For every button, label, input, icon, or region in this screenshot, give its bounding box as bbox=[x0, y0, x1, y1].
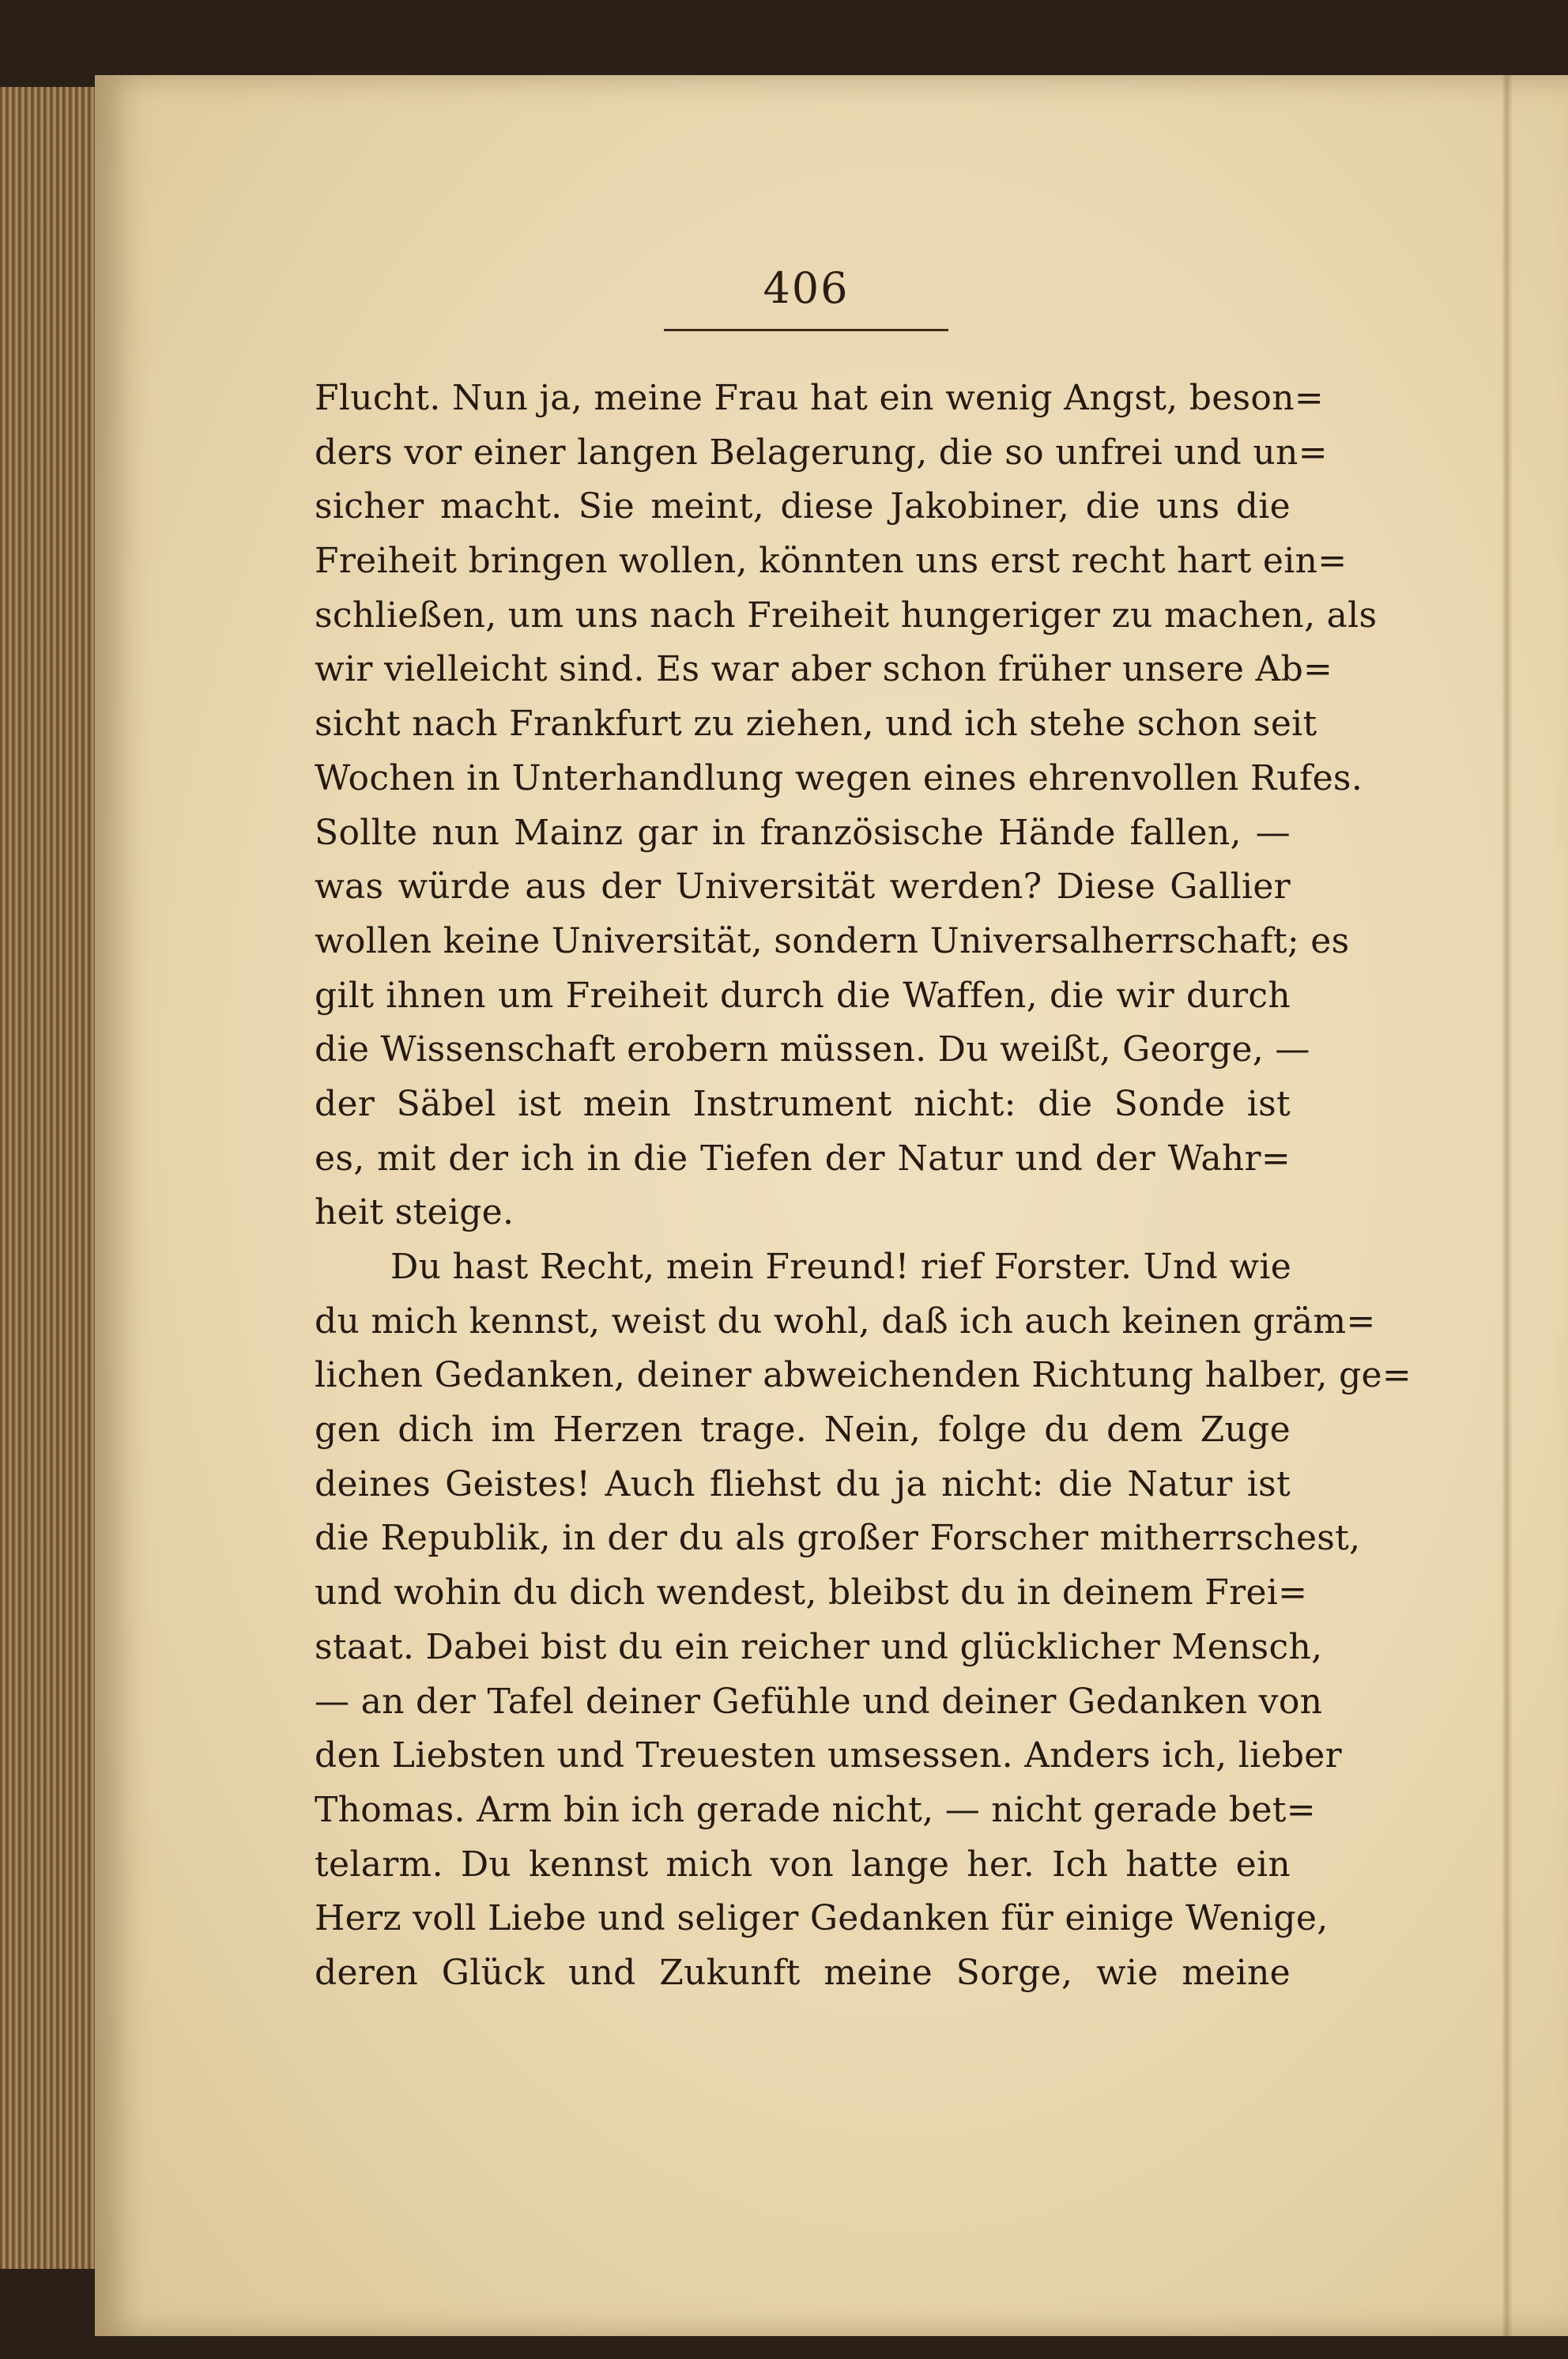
text-line: telarm. Du kennst mich von lange her. Ich hatte ein bbox=[315, 1844, 1291, 1885]
text-line: — an der Tafel deiner Gefühle und deiner Gedanken von bbox=[315, 1681, 1323, 1722]
text-line: deren Glück und Zukunft meine Sorge, wie meine bbox=[315, 1952, 1291, 1993]
text-line: sicher macht. Sie meint, diese Jakobiner, die uns die bbox=[315, 486, 1291, 527]
page-fold bbox=[1502, 75, 1513, 2336]
text-line: Flucht. Nun ja, meine Frau hat ein wenig Angst, beson= bbox=[315, 378, 1325, 418]
header-rule bbox=[664, 329, 948, 331]
text-line: Sollte nun Mainz gar in französische Hände fallen, — bbox=[315, 812, 1291, 853]
text-line: Thomas. Arm bin ich gerade nicht, — nicht gerade bet= bbox=[315, 1789, 1316, 1830]
page-number: 406 bbox=[763, 263, 850, 313]
text-line: heit steige. bbox=[315, 1192, 514, 1233]
text-line: deines Geistes! Auch fliehst du ja nicht: die Natur ist bbox=[315, 1463, 1291, 1504]
text-line: der Säbel ist mein Instrument nicht: die Sonde ist bbox=[315, 1083, 1291, 1124]
text-line: schließen, um uns nach Freiheit hungeriger zu machen, als bbox=[315, 594, 1378, 636]
text-line: was würde aus der Universität werden? Diese Gallier bbox=[315, 866, 1291, 908]
text-line: sicht nach Frankfurt zu ziehen, und ich stehe schon seit bbox=[315, 704, 1317, 745]
text-line: den Liebsten und Treuesten umsessen. Anders ich, lieber bbox=[315, 1735, 1342, 1776]
text-line: Du hast Recht, mein Freund! rief Forster. Und wie bbox=[390, 1247, 1292, 1287]
text-line: Wochen in Unterhandlung wegen eines ehrenvollen Rufes. bbox=[315, 757, 1363, 798]
text-line: die Republik, in der du als großer Forscher mitherrschest, bbox=[315, 1518, 1361, 1559]
text-line: Freiheit bringen wollen, könnten uns erst recht hart ein= bbox=[315, 541, 1348, 582]
text-line: es, mit der ich in die Tiefen der Natur und der Wahr= bbox=[315, 1138, 1291, 1179]
text-line: wir vielleicht sind. Es war aber schon früher unsere Ab= bbox=[315, 649, 1333, 690]
text-line: du mich kennst, weist du wohl, daß ich auch keinen gräm= bbox=[315, 1300, 1376, 1342]
text-line: lichen Gedanken, deiner abweichenden Richtung halber, ge= bbox=[315, 1355, 1412, 1396]
body-text bbox=[315, 372, 1412, 2001]
text-line: Herz voll Liebe und seliger Gedanken für einige Wenige, bbox=[315, 1898, 1329, 1939]
text-line: ders vor einer langen Belagerung, die so unfrei und un= bbox=[315, 432, 1328, 473]
text-line: gen dich im Herzen trage. Nein, folge du dem Zuge bbox=[315, 1410, 1291, 1451]
text-line: die Wissenschaft erobern müssen. Du weißt, George, — bbox=[315, 1029, 1310, 1070]
text-line: wollen keine Universität, sondern Universalherrschaft; es bbox=[315, 920, 1350, 961]
text-line: und wohin du dich wendest, bleibst du in deinem Frei= bbox=[315, 1572, 1308, 1614]
text-line: gilt ihnen um Freiheit durch die Waffen, die wir durch bbox=[315, 975, 1291, 1016]
page-header bbox=[664, 261, 948, 331]
text-line: staat. Dabei bist du ein reicher und glücklicher Mensch, bbox=[315, 1626, 1323, 1667]
